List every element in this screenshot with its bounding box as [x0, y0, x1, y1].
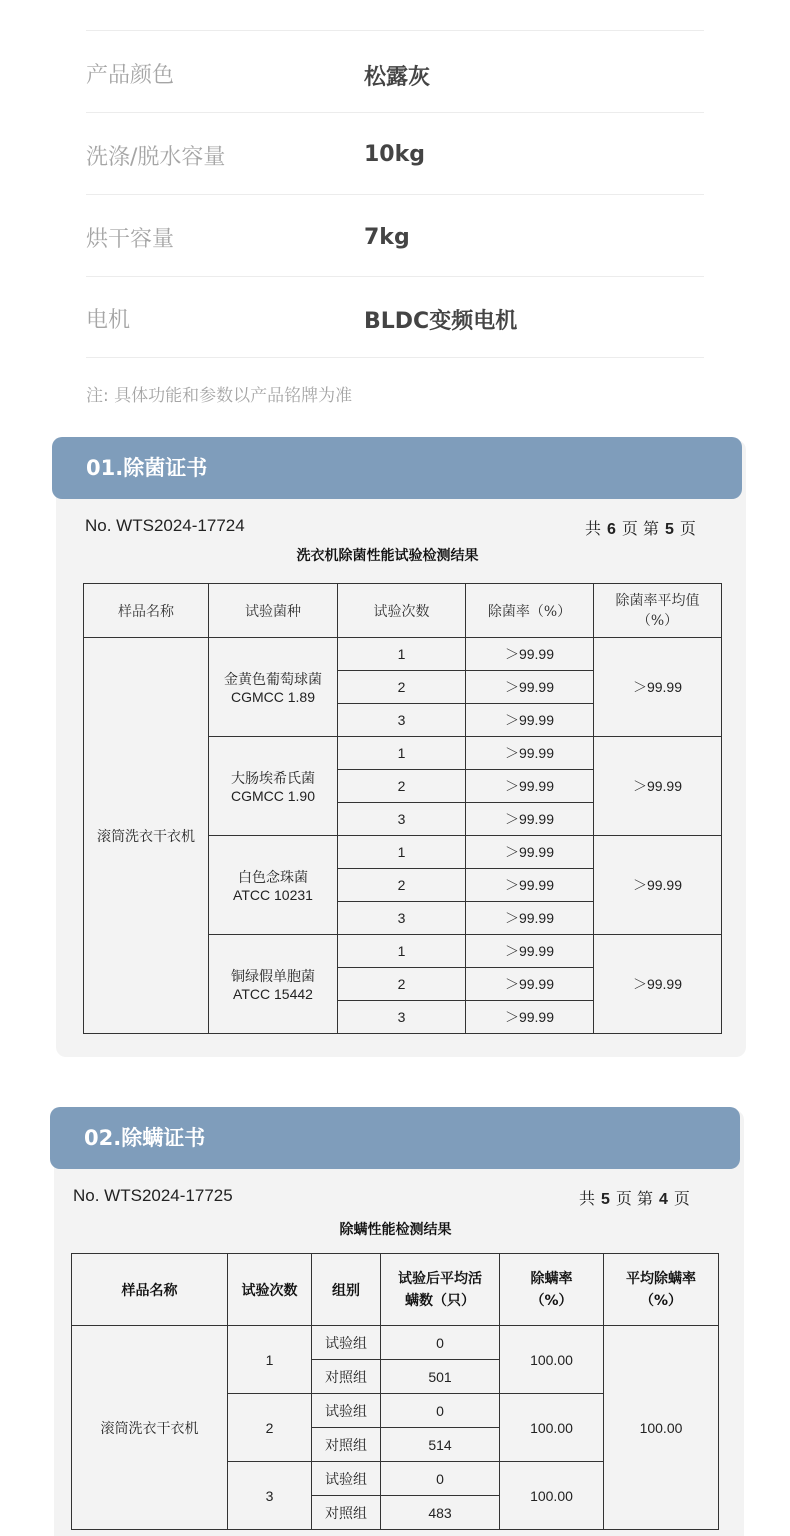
spec-row-motor — [86, 277, 704, 358]
run-cell: 2 — [338, 968, 466, 1001]
rate-cell: ＞99.99 — [466, 1001, 594, 1034]
strain-cell — [209, 737, 338, 836]
rate-cell: ＞99.99 — [466, 737, 594, 770]
cert-title: 02.除螨证书 — [84, 1126, 206, 1150]
run-cell: 2 — [338, 671, 466, 704]
run-cell: 3 — [338, 803, 466, 836]
group-cell: 试验组 — [312, 1326, 381, 1360]
sample-name-cell: 滚筒洗衣干衣机 — [72, 1326, 228, 1530]
rate-cell: ＞99.99 — [466, 902, 594, 935]
run-cell: 3 — [228, 1462, 312, 1530]
strain-code: CGMCC 1.89 — [230, 689, 316, 705]
cert-banner-mite-removal — [50, 1107, 740, 1169]
rate-cell: ＞99.99 — [466, 869, 594, 902]
cert-banner-sterilization — [52, 437, 742, 499]
avg-rate-cell: ＞99.99 — [594, 836, 722, 935]
avg-rate-cell: ＞99.99 — [594, 737, 722, 836]
spec-value: 7kg — [364, 225, 410, 250]
column-header: 试验后平均活螨数（只） — [381, 1254, 500, 1326]
strain-cell — [209, 836, 338, 935]
rate-cell: ＞99.99 — [466, 638, 594, 671]
rate-cell: ＞99.99 — [466, 935, 594, 968]
page-info-text: 共 — [585, 519, 602, 538]
group-cell: 试验组 — [312, 1394, 381, 1428]
run-cell: 1 — [338, 836, 466, 869]
page-info — [585, 516, 696, 539]
spec-value: 10kg — [364, 142, 425, 167]
rate-cell: ＞99.99 — [466, 836, 594, 869]
mite-removal-table — [71, 1253, 719, 1530]
group-cell: 对照组 — [312, 1360, 381, 1394]
mite-count-cell: 0 — [381, 1394, 500, 1428]
spec-row-color — [86, 31, 704, 113]
strain-name: 铜绿假单胞菌 — [231, 969, 315, 985]
column-header: 组别 — [312, 1254, 381, 1326]
run-cell: 3 — [338, 1001, 466, 1034]
strain-cell — [209, 935, 338, 1034]
page-current: 4 — [659, 1191, 668, 1208]
rate-cell: ＞99.99 — [466, 704, 594, 737]
page-info-text: 页 — [673, 1189, 690, 1208]
page-info-text: 共 — [579, 1189, 596, 1208]
table-caption: 洗衣机除菌性能试验检测结果 — [296, 548, 479, 564]
avg-rate-cell: 100.00 — [604, 1326, 719, 1530]
group-cell: 对照组 — [312, 1428, 381, 1462]
run-cell: 1 — [338, 935, 466, 968]
doc-number: No. WTS2024-17724 — [85, 516, 245, 535]
spec-note: 注: 具体功能和参数以产品铭牌为准 — [86, 386, 353, 406]
rate-cell: ＞99.99 — [466, 968, 594, 1001]
column-header: 试验次数 — [338, 584, 466, 638]
spec-row-dry-capacity — [86, 195, 704, 277]
spec-value: 松露灰 — [364, 65, 431, 90]
run-cell: 2 — [338, 869, 466, 902]
column-header: 样品名称 — [72, 1254, 228, 1326]
spec-label: 烘干容量 — [86, 227, 175, 252]
page-current: 5 — [665, 521, 674, 538]
column-header: 试验次数 — [228, 1254, 312, 1326]
rate-cell: 100.00 — [500, 1462, 604, 1530]
spec-label: 电机 — [86, 308, 131, 333]
strain-name: 大肠埃希氏菌 — [231, 771, 315, 787]
column-header: 除菌率平均值（%） — [594, 584, 722, 638]
run-cell: 1 — [338, 638, 466, 671]
run-cell: 2 — [228, 1394, 312, 1462]
mite-count-cell: 514 — [381, 1428, 500, 1462]
top-divider — [86, 0, 704, 31]
page-info-text: 页 — [679, 519, 696, 538]
page-total: 5 — [601, 1191, 610, 1208]
run-cell: 2 — [338, 770, 466, 803]
run-cell: 1 — [338, 737, 466, 770]
mite-count-cell: 483 — [381, 1496, 500, 1530]
mite-count-cell: 0 — [381, 1326, 500, 1360]
strain-cell — [209, 638, 338, 737]
rate-cell: ＞99.99 — [466, 770, 594, 803]
page-info-text: 页 第 — [615, 1189, 654, 1208]
strain-code: ATCC 15442 — [233, 986, 313, 1002]
sterilization-table — [83, 583, 722, 1034]
avg-rate-cell: ＞99.99 — [594, 935, 722, 1034]
strain-name: 白色念珠菌 — [238, 870, 308, 886]
run-cell: 1 — [228, 1326, 312, 1394]
avg-rate-cell: ＞99.99 — [594, 638, 722, 737]
page-total: 6 — [607, 521, 616, 538]
sample-name-cell: 滚筒洗衣干衣机 — [84, 638, 209, 1034]
rate-cell: ＞99.99 — [466, 671, 594, 704]
column-header: 样品名称 — [84, 584, 209, 638]
page-info-text: 页 第 — [621, 519, 660, 538]
cert-title: 01.除菌证书 — [86, 456, 208, 480]
strain-code: ATCC 10231 — [233, 887, 313, 903]
spec-value: BLDC变频电机 — [364, 309, 518, 334]
spec-row-capacity — [86, 113, 704, 195]
strain-code: CGMCC 1.90 — [230, 788, 316, 804]
strain-name: 金黄色葡萄球菌 — [224, 672, 322, 688]
rate-cell: ＞99.99 — [466, 803, 594, 836]
doc-number: No. WTS2024-17725 — [73, 1186, 233, 1205]
run-cell: 3 — [338, 902, 466, 935]
column-header: 除螨率（%） — [500, 1254, 604, 1326]
group-cell: 对照组 — [312, 1496, 381, 1530]
run-cell: 3 — [338, 704, 466, 737]
rate-cell: 100.00 — [500, 1326, 604, 1394]
column-header: 除菌率（%） — [466, 584, 594, 638]
rate-cell: 100.00 — [500, 1394, 604, 1462]
page-info — [579, 1186, 690, 1209]
table-caption: 除螨性能检测结果 — [339, 1222, 452, 1238]
column-header: 平均除螨率（%） — [604, 1254, 719, 1326]
spec-label: 洗涤/脱水容量 — [86, 145, 226, 170]
mite-count-cell: 0 — [381, 1462, 500, 1496]
column-header: 试验菌种 — [209, 584, 338, 638]
spec-label: 产品颜色 — [86, 63, 175, 88]
group-cell: 试验组 — [312, 1462, 381, 1496]
mite-count-cell: 501 — [381, 1360, 500, 1394]
